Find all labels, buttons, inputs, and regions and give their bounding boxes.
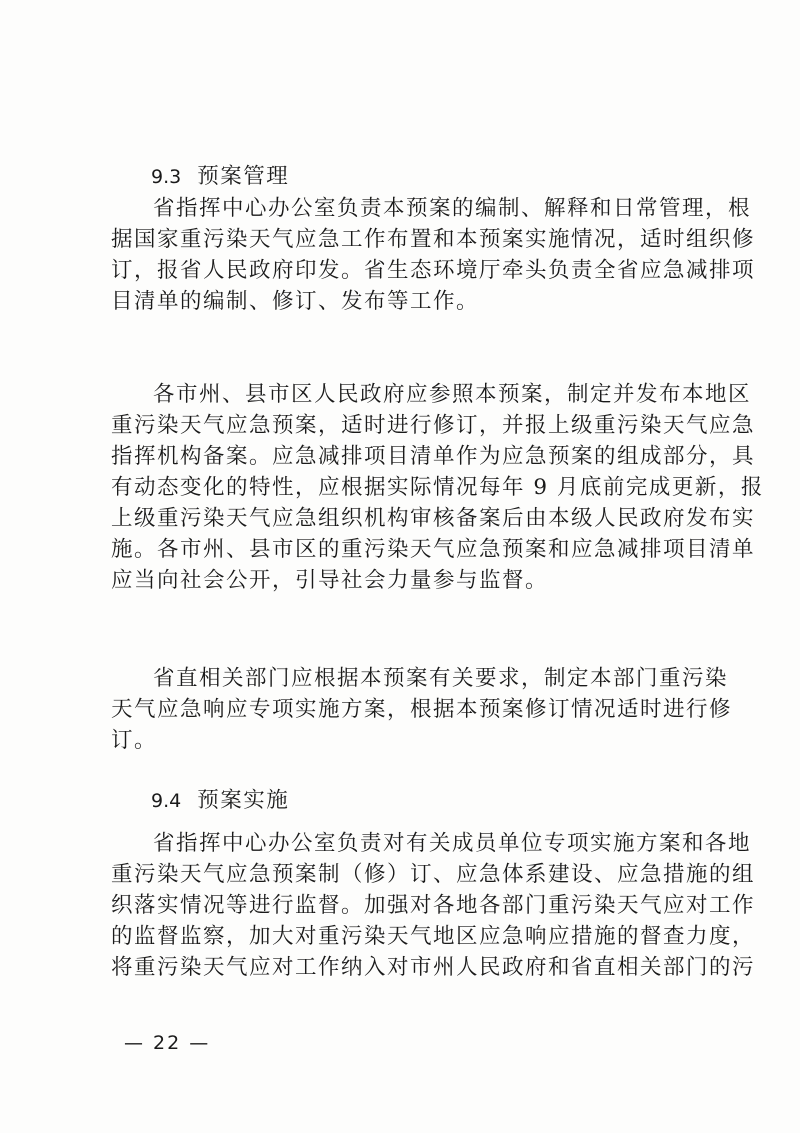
section-number: 9.4 xyxy=(151,790,182,812)
section-heading-9-3 xyxy=(151,162,289,192)
paragraph-line: 订。 xyxy=(111,728,158,753)
section-heading-9-4 xyxy=(151,786,289,816)
paragraph-line: 省直相关部门应根据本预案有关要求，制定本部门重污染 xyxy=(153,666,729,691)
paragraph-line: 据国家重污染天气应急工作布置和本预案实施情况，适时组织修 xyxy=(111,227,756,252)
paragraph-line: 重污染天气应急预案制（修）订、应急体系建设、应急措施的组 xyxy=(111,862,756,887)
paragraph-line: 目清单的编制、修订、发布等工作。 xyxy=(111,289,480,314)
page-number: — 22 — xyxy=(124,1032,211,1054)
section-title: 预案管理 xyxy=(197,164,290,189)
paragraph-line: 织落实情况等进行监督。加强对各地各部门重污染天气应对工作 xyxy=(111,893,756,918)
paragraph-line: 施。各市州、县市区的重污染天气应急预案和应急减排项目清单 xyxy=(111,537,756,562)
section-number: 9.3 xyxy=(151,166,182,188)
paragraph-line: 天气应急响应专项实施方案，根据本预案修订情况适时进行修 xyxy=(111,697,733,722)
paragraph-line: 省指挥中心办公室负责对有关成员单位专项实施方案和各地 xyxy=(153,831,752,856)
paragraph-line: 的监督监察，加大对重污染天气地区应急响应措施的督查力度， xyxy=(111,924,756,949)
paragraph-line: 有动态变化的特性，应根据实际情况每年 9 月底前完成更新，报 xyxy=(111,475,764,500)
paragraph-line: 应当向社会公开，引导社会力量参与监督。 xyxy=(111,568,549,593)
paragraph-line: 上级重污染天气应急组织机构审核备案后由本级人民政府发布实 xyxy=(111,506,756,531)
section-title: 预案实施 xyxy=(197,788,290,813)
paragraph-line: 重污染天气应急预案，适时进行修订，并报上级重污染天气应急 xyxy=(111,413,756,438)
paragraph-line: 指挥机构备案。应急减排项目清单作为应急预案的组成部分，具 xyxy=(111,444,756,469)
paragraph-line: 将重污染天气应对工作纳入对市州人民政府和省直相关部门的污 xyxy=(111,955,756,980)
paragraph-line: 各市州、县市区人民政府应参照本预案，制定并发布本地区 xyxy=(153,382,752,407)
paragraph-line: 省指挥中心办公室负责本预案的编制、解释和日常管理，根 xyxy=(153,196,752,221)
paragraph-line: 订，报省人民政府印发。省生态环境厅牵头负责全省应急减排项 xyxy=(111,258,756,283)
